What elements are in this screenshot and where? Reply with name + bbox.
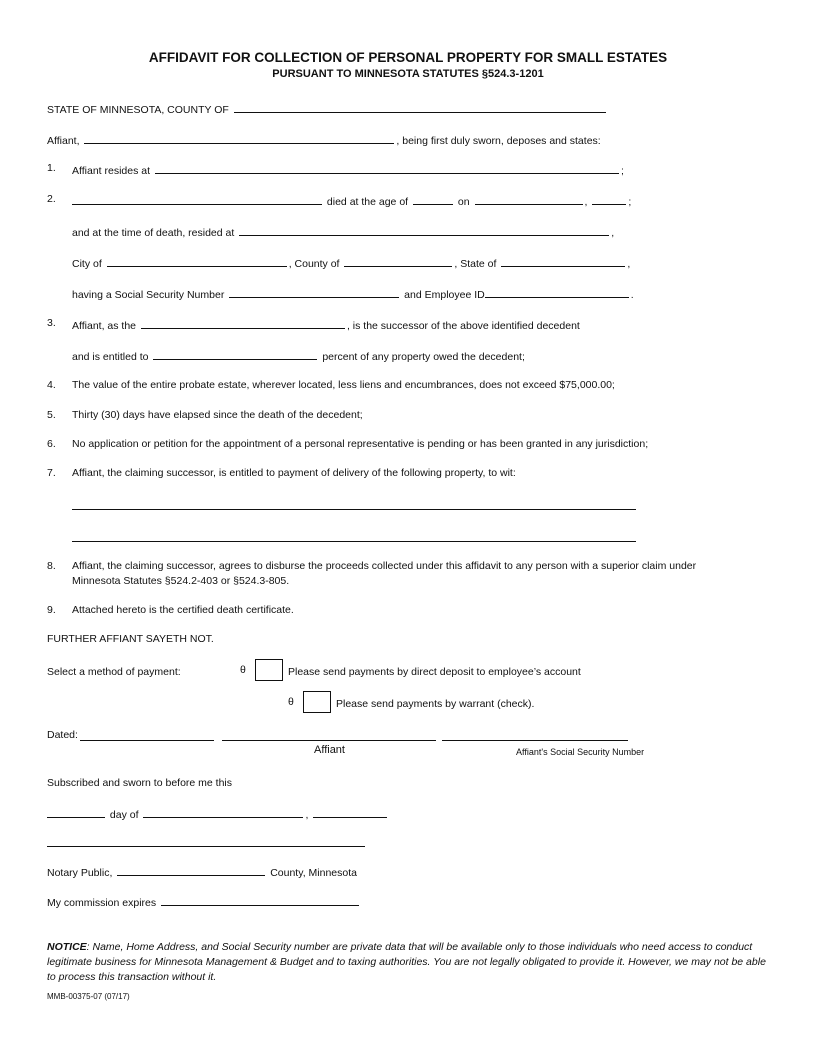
dated-label: Dated: [47,729,78,741]
date-comma: , [584,196,588,208]
affiant-name-field[interactable] [84,132,394,144]
notary-year-field[interactable] [313,806,387,818]
successor-relationship-field[interactable] [141,317,345,329]
affiant-ssn-label: Affiant's Social Security Number [516,747,645,757]
commission-row [47,894,361,909]
dated-field[interactable] [80,740,214,741]
decedent-ssn-field[interactable] [229,286,399,298]
day-comma: , [305,809,309,821]
notary-county-row [47,864,357,879]
item-3-row-2 [72,348,525,363]
item-2-row-2 [72,224,614,239]
county-row [47,101,608,116]
form-title: AFFIDAVIT FOR COLLECTION OF PERSONAL PROPERTY FOR SMALL ESTATES [148,50,668,65]
item-8-number: 8. [47,560,56,572]
item-1-end: ; [620,165,624,177]
item-8-line-2: Minnesota Statutes §524.2-403 or §524.3-805. [72,575,290,587]
form-id: MMB-00375-07 (07/17) [47,992,130,1001]
state-of-label: , State of [454,258,497,270]
warrant-checkbox[interactable] [303,691,331,713]
theta-bullet-1: θ [240,664,246,676]
item-5-number: 5. [47,409,56,421]
item-2-row-1 [72,193,631,208]
affiant-address-field[interactable] [155,162,619,174]
item-7-number: 7. [47,467,56,479]
day-of-row [47,806,389,821]
notice-text: : Name, Home Address, and Social Security number are private data that will be available only to those individuals who need access to conduct legitimate business for Minnesota Management & Budget and to taxing authorities. You are not legally obligated to provide it. However, we may not be able to process this transaction without it. [47,941,766,983]
property-line-1[interactable] [72,509,636,510]
item-2-number: 2. [47,193,56,205]
notary-public-label: Notary Public, [47,867,113,879]
state-field[interactable] [501,255,625,267]
affiant-row [47,132,601,147]
decedent-address-field[interactable] [239,224,609,236]
city-label: City of [72,258,102,270]
affiant-ssn-field[interactable] [442,740,628,741]
decedent-name-field[interactable] [72,193,322,205]
city-field[interactable] [107,255,287,267]
item-2-row-4 [72,286,634,301]
item-4-text: The value of the entire probate estate, wherever located, less liens and encumbrances, does not exceed $75,000.00; [72,379,615,391]
item-1-label: Affiant resides at [72,165,151,177]
commission-label: My commission expires [47,897,157,909]
county-minnesota-label: County, Minnesota [270,867,357,879]
commission-expires-field[interactable] [161,894,359,906]
direct-deposit-checkbox[interactable] [255,659,283,681]
privacy-notice [47,940,767,985]
day-of-label: day of [109,809,139,821]
county-field[interactable] [234,101,606,113]
notice-label: NOTICE [47,941,87,953]
item-1-row [72,162,624,177]
further-affiant-text: FURTHER AFFIANT SAYETH NOT. [47,633,214,645]
successor-suffix: , is the successor of the above identified decedent [346,320,580,332]
item-8-line-1: Affiant, the claiming successor, agrees to disburse the proceeds collected under this affidavit to any person with a superior claim under [72,560,697,572]
affiant-signature-field[interactable] [222,740,436,741]
resided-label: and at the time of death, resided at [72,227,235,239]
notary-county-field[interactable] [117,864,265,876]
percent-label: percent of any property owed the decedent; [322,351,525,363]
item-3-number: 3. [47,317,56,329]
subscribed-text: Subscribed and sworn to before me this [47,777,233,789]
as-the-label: Affiant, as the [72,320,137,332]
entitled-label: and is entitled to [72,351,149,363]
theta-bullet-2: θ [288,696,294,708]
ssn-label: having a Social Security Number [72,289,225,301]
employee-end: . [630,289,634,301]
died-label: died at the age of [326,196,409,208]
notary-signature-field[interactable] [47,846,365,847]
county-label: STATE OF MINNESOTA, COUNTY OF [47,104,229,116]
resided-end: , [611,227,615,239]
payment-method-label: Select a method of payment: [47,666,181,678]
employee-id-label: and Employee ID [404,289,485,301]
item-6-number: 6. [47,438,56,450]
item-4-number: 4. [47,379,56,391]
property-line-2[interactable] [72,541,636,542]
item-2-end: ; [628,196,632,208]
form-subtitle: PURSUANT TO MINNESOTA STATUTES §524.3-1201 [272,68,544,80]
affiant-suffix: , being first duly sworn, deposes and states: [396,135,601,147]
item-6-text: No application or petition for the appointment of a personal representative is pending or has been granted in any jurisdiction; [72,438,649,450]
item-7-text: Affiant, the claiming successor, is entitled to payment of delivery of the following property, to wit: [72,467,516,479]
state-end: , [627,258,631,270]
item-1-number: 1. [47,162,56,174]
item-3-row-1 [72,317,580,332]
affiant-label: Affiant, [47,135,80,147]
age-field[interactable] [413,193,453,205]
item-9-number: 9. [47,604,56,616]
month-field[interactable] [143,806,303,818]
item-9-text: Attached hereto is the certified death certificate. [72,604,294,616]
percent-field[interactable] [153,348,317,360]
death-date-field[interactable] [475,193,583,205]
warrant-label: Please send payments by warrant (check). [336,698,535,710]
on-label: on [457,196,470,208]
direct-deposit-label: Please send payments by direct deposit to employee’s account [288,666,581,678]
county-of-label: , County of [288,258,340,270]
death-year-field[interactable] [592,193,626,205]
item-2-row-3 [72,255,630,270]
affiant-signature-label: Affiant [314,744,345,756]
decedent-county-field[interactable] [344,255,452,267]
day-field[interactable] [47,806,105,818]
employee-id-field[interactable] [485,286,629,298]
item-5-text: Thirty (30) days have elapsed since the death of the decedent; [72,409,363,421]
